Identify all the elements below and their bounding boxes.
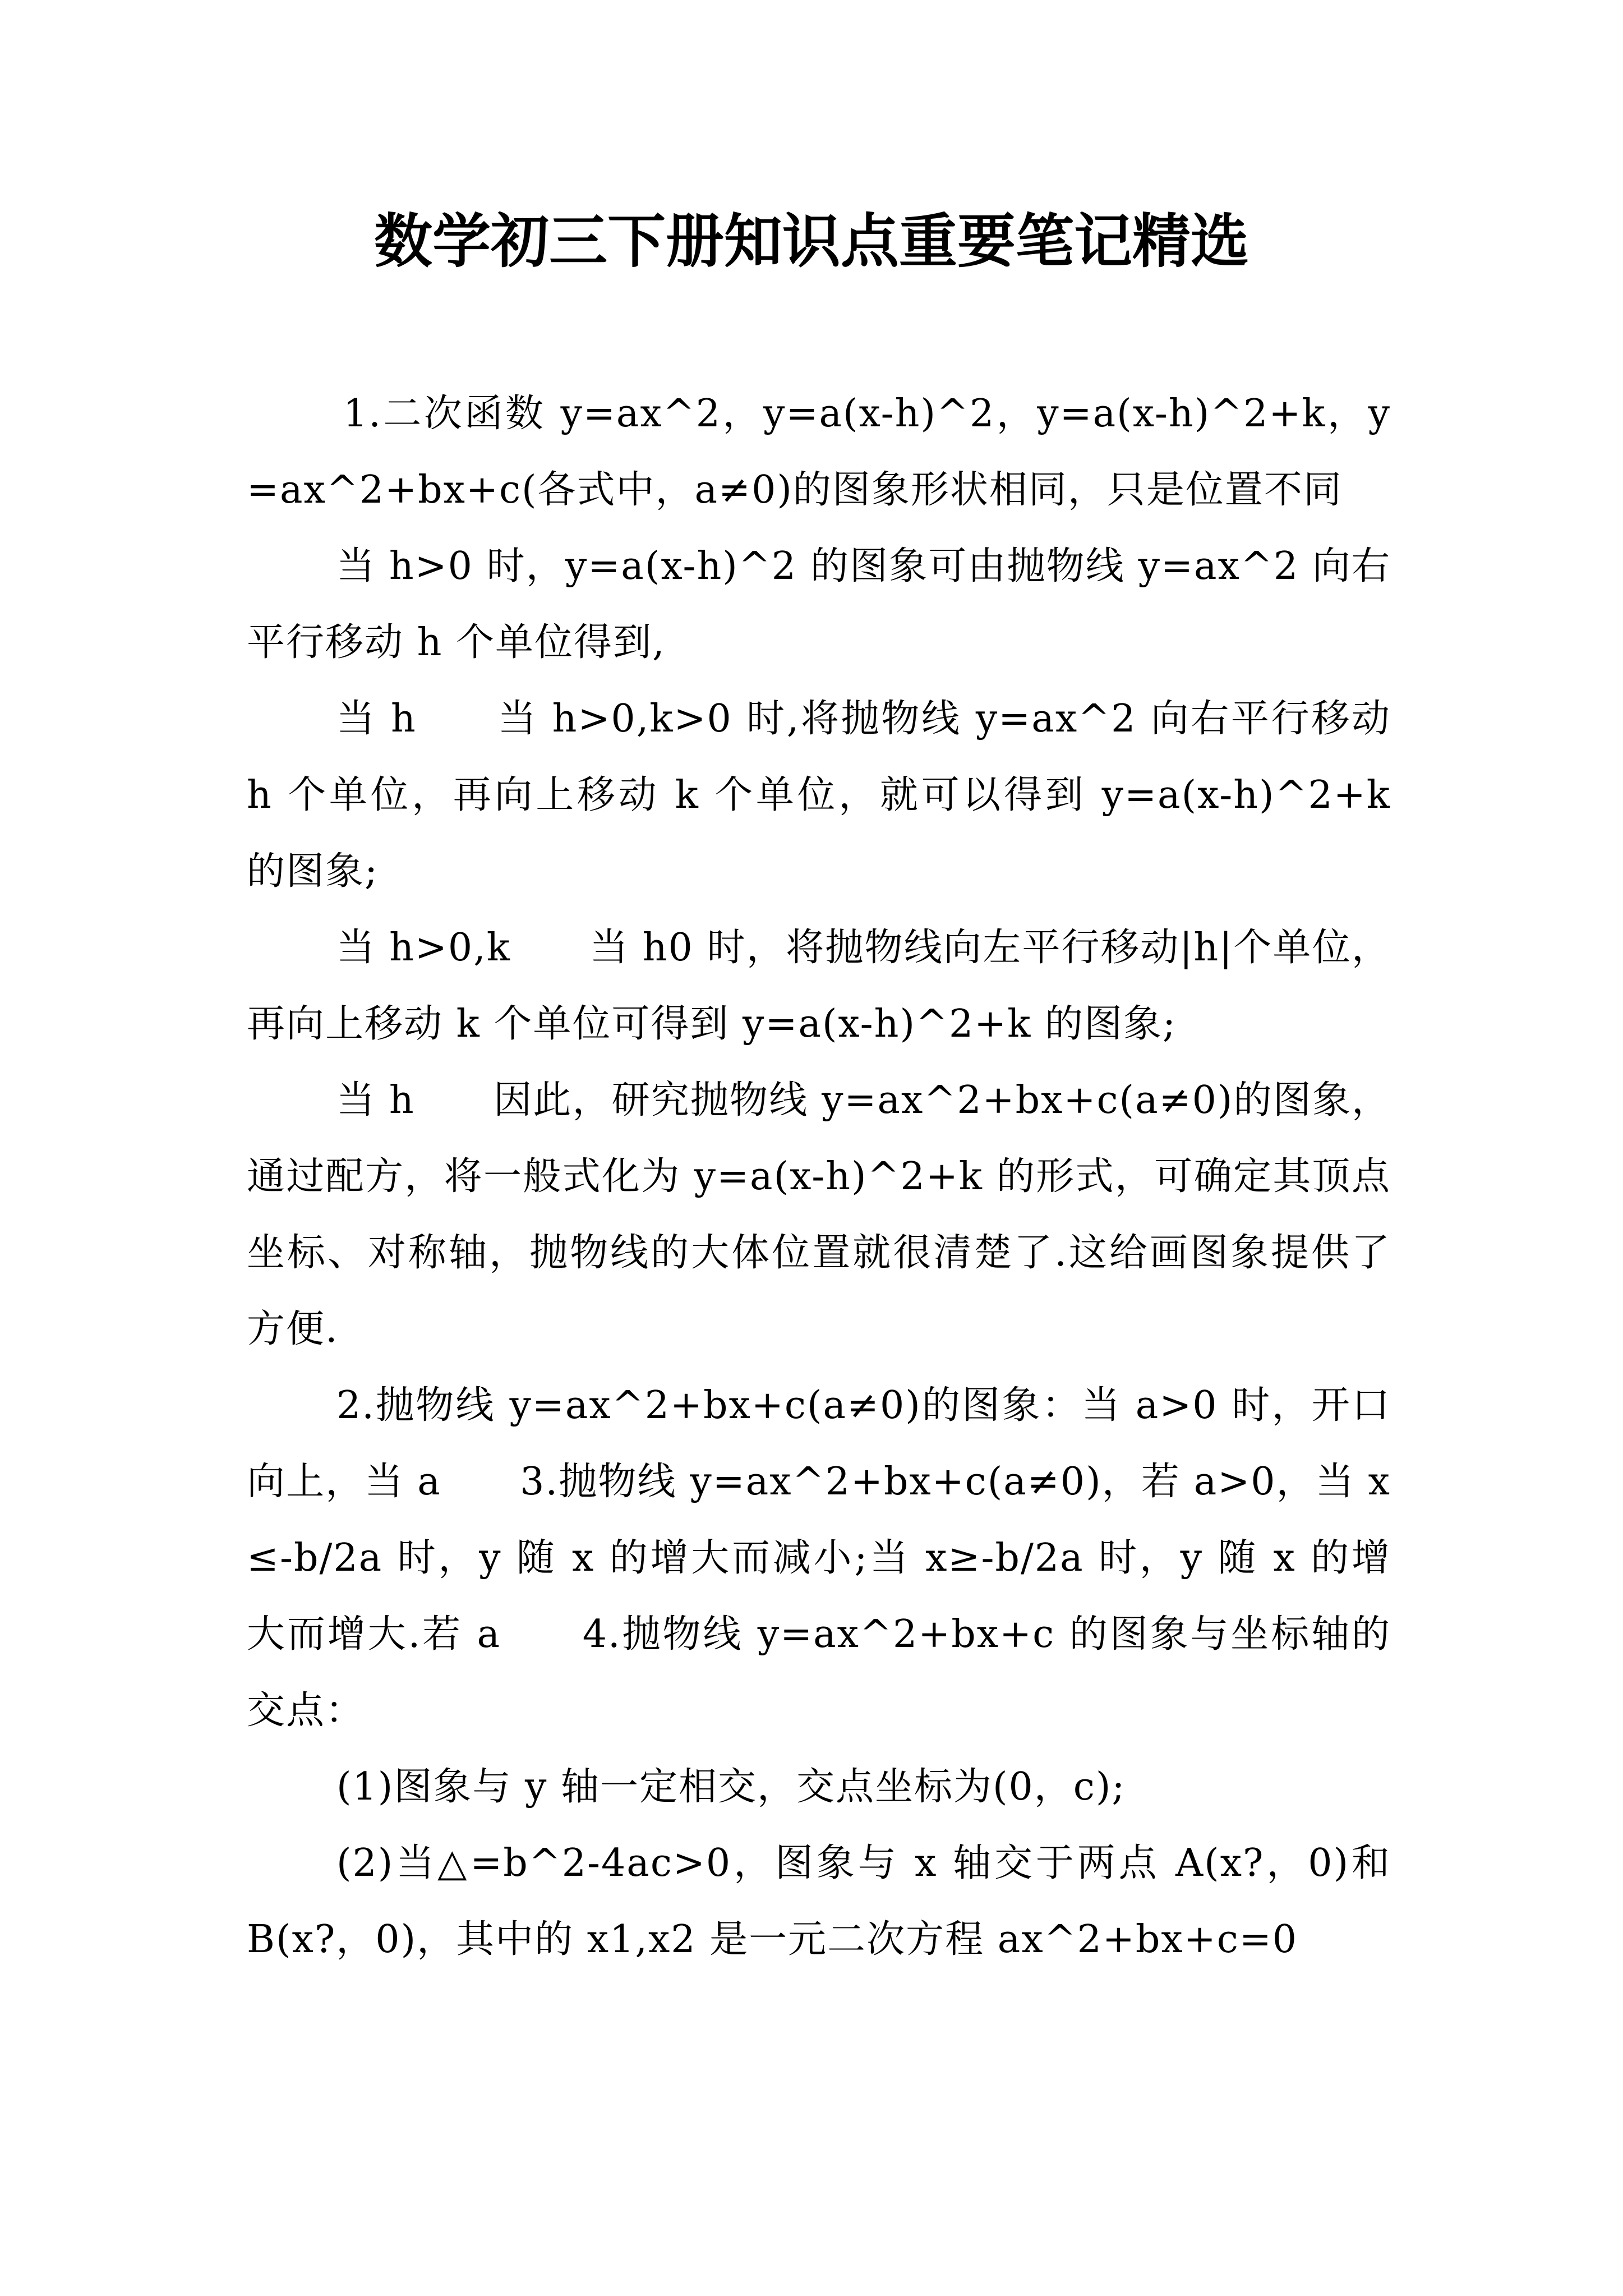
paragraph-x-axis-intersection: (2)当△=b^2-4ac>0，图象与 x 轴交于两点 A(x?，0)和 B(x?，0)，其中的 x1,x2 是一元二次方程 ax^2+bx+c=0 — [247, 1841, 1391, 1962]
document-body — [247, 376, 1391, 1978]
paragraph-shift-right-up: 当 h 当 h>0,k>0 时,将抛物线 y=ax^2 向右平行移动 h 个单位，再向上移动 k 个单位，就可以得到 y=a(x-h)^2+k 的图象; — [247, 697, 1391, 894]
paragraph-parabola-properties: 2.抛物线 y=ax^2+bx+c(a≠0)的图象：当 a>0 时，开口向上，当 a 3.抛物线 y=ax^2+bx+c(a≠0)，若 a>0，当 x≤-b/2a 时，y 随 x 的增大而减小;当 x≥-b/2a 时，y 随 x 的增大而增大.若 a 4.抛物线 y=ax^2+bx+c 的图象与坐标轴的交点： — [247, 1383, 1391, 1733]
document-title: 数学初三下册知识点重要笔记精选 — [374, 206, 1249, 275]
paragraph-y-axis-intersection: (1)图象与 y 轴一定相交，交点坐标为(0，c); — [336, 1765, 1126, 1809]
paragraph-completing-square: 当 h 因此，研究抛物线 y=ax^2+bx+c(a≠0)的图象，通过配方，将一般式化为 y=a(x-h)^2+k 的形式，可确定其顶点坐标、对称轴，抛物线的大体位置就很清楚了.这给画图象提供了方便. — [247, 1078, 1391, 1351]
paragraph-shift-right: 当 h>0 时，y=a(x-h)^2 的图象可由抛物线 y=ax^2 向右平行移动 h 个单位得到, — [247, 544, 1391, 665]
paragraph-quadratic-forms: 1.二次函数 y=ax^2，y=a(x-h)^2，y=a(x-h)^2+k，y=ax^2+bx+c(各式中，a≠0)的图象形状相同，只是位置不同 — [247, 392, 1391, 512]
paragraph-shift-left-up: 当 h>0,k 当 h0 时，将抛物线向左平行移动|h|个单位，再向上移动 k 个单位可得到 y=a(x-h)^2+k 的图象; — [247, 926, 1391, 1046]
